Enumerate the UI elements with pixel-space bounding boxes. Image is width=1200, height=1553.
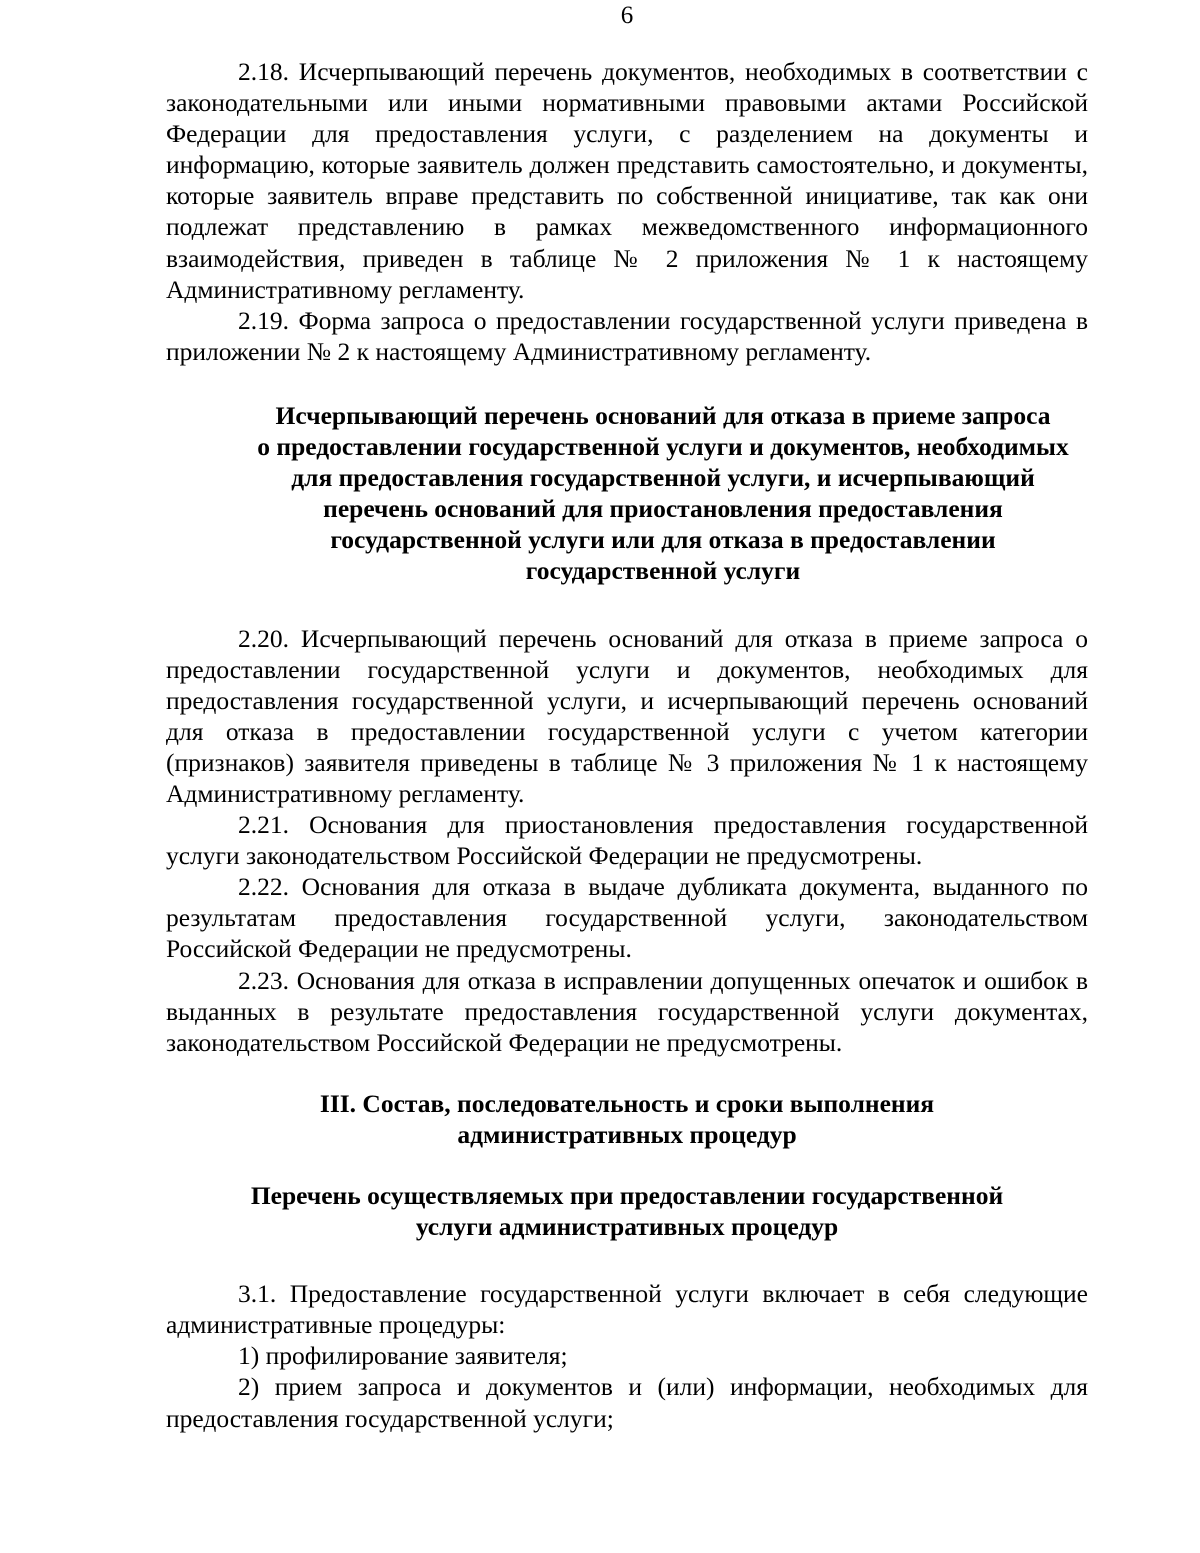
spacer bbox=[166, 587, 1088, 623]
section-heading-iii bbox=[166, 1088, 1088, 1150]
spacer bbox=[166, 1058, 1088, 1088]
spacer bbox=[166, 32, 1088, 56]
paragraph-2-23: 2.23. Основания для отказа в исправлении допущенных опечаток и ошибок в выданных в результате предоставления государственной услуги документах, законодательством Российской Федерации не предусмотрены. bbox=[166, 965, 1088, 1057]
heading-line: о предоставлении государственной услуги и документов, необходимых bbox=[257, 432, 1069, 462]
page-number: 6 bbox=[620, 2, 634, 29]
spacer bbox=[166, 367, 1088, 400]
heading-line: государственной услуги bbox=[525, 556, 801, 586]
spacer bbox=[166, 1150, 1088, 1180]
list-item-1: 1) профилирование заявителя; bbox=[238, 1341, 568, 1371]
heading-line: услуги административных процедур bbox=[415, 1212, 839, 1242]
heading-line: Перечень осуществляемых при предоставлении государственной bbox=[250, 1181, 1004, 1210]
heading-line: Исчерпывающий перечень оснований для отказа в приеме запроса bbox=[275, 400, 1051, 430]
paragraph-2-18: 2.18. Исчерпывающий перечень документов, необходимых в соответствии с законодательными или иными нормативными правовыми актами Российской Федерации для предоставления услуги, с разделением на документы и информацию, которые заявитель должен представить самостоятельно, и документы, которые заявитель вправе представить по собственной инициативе, так как они подлежат представлению в рамках межведомственного информационного взаимодействия, приведен в таблице № 2 приложения № 1 к настоящему Административному регламенту. bbox=[166, 57, 1088, 304]
document-page bbox=[166, 0, 1088, 1434]
paragraph-3-1: 3.1. Предоставление государственной услуги включает в себя следующие административные процедуры: bbox=[166, 1279, 1088, 1340]
list-item-2: 2) прием запроса и документов и (или) информации, необходимых для предоставления государственной услуги; bbox=[166, 1372, 1088, 1433]
heading-line: III. Состав, последовательность и сроки выполнения bbox=[319, 1088, 935, 1118]
section-heading-procedures-list bbox=[166, 1180, 1088, 1242]
paragraph-2-20: 2.20. Исчерпывающий перечень оснований для отказа в приеме запроса о предоставлении государственной услуги и документов, необходимых для предоставления государственной услуги, и исчерпывающий перечень оснований для отказа в предоставлении государственной услуги с учетом категории (признаков) заявителя приведены в таблице № 3 приложения № 1 к настоящему Административному регламенту. bbox=[166, 623, 1088, 808]
heading-line: государственной услуги или для отказа в предоставлении bbox=[330, 525, 996, 555]
paragraph-2-19: 2.19. Форма запроса о предоставлении государственной услуги приведена в приложении № 2 к настоящему Административному регламенту. bbox=[166, 305, 1088, 366]
paragraph-2-22: 2.22. Основания для отказа в выдаче дубликата документа, выданного по результатам предоставления государственной услуги, законодательством Российской Федерации не предусмотрены. bbox=[166, 872, 1088, 964]
heading-line: для предоставления государственной услуги, и исчерпывающий bbox=[291, 463, 1035, 493]
spacer bbox=[166, 1242, 1088, 1278]
section-heading-refusal-grounds bbox=[166, 400, 1088, 587]
heading-line: административных процедур bbox=[457, 1119, 797, 1149]
heading-line: перечень оснований для приостановления предоставления bbox=[323, 494, 1003, 524]
paragraph-2-21: 2.21. Основания для приостановления предоставления государственной услуги законодательством Российской Федерации не предусмотрены. bbox=[166, 810, 1088, 871]
